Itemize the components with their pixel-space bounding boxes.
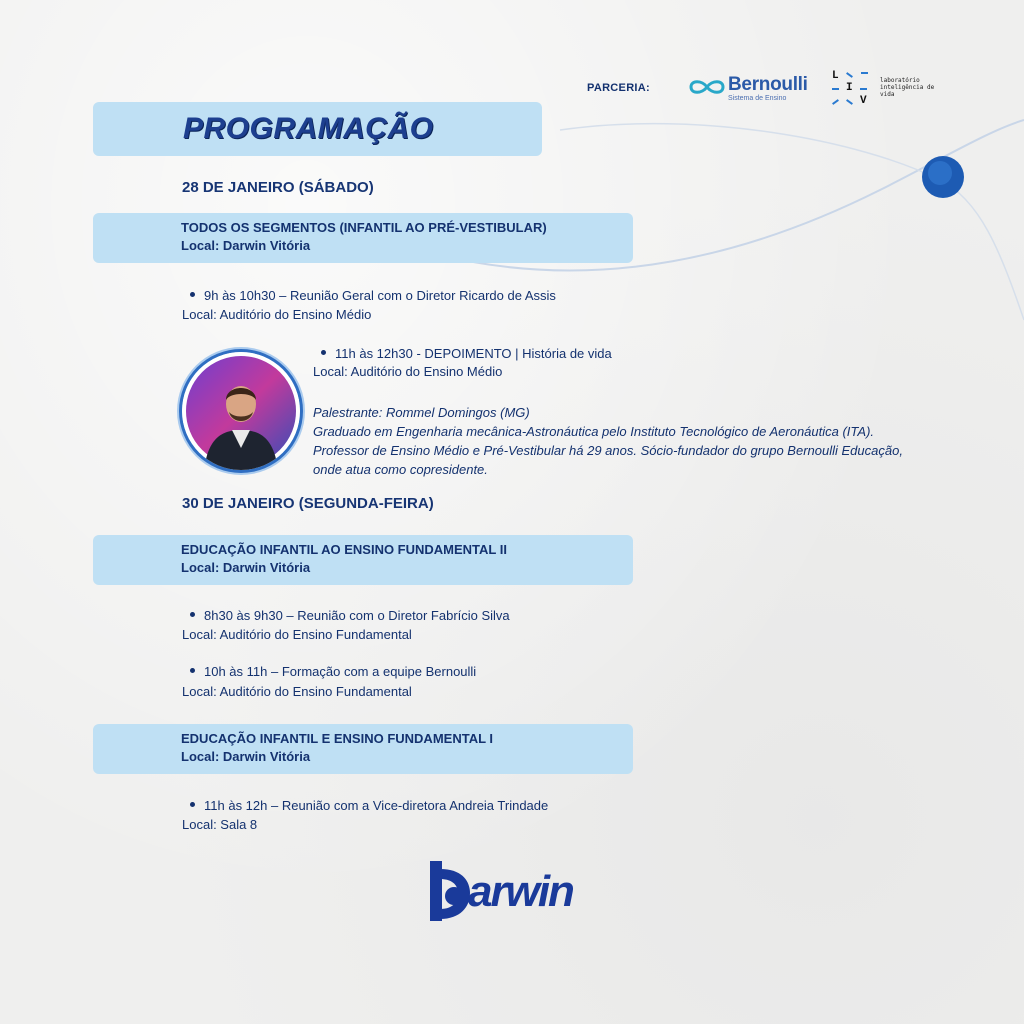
schedule-item-local: Local: Auditório do Ensino Fundamental	[182, 627, 412, 642]
bernoulli-name: Bernoulli	[728, 74, 808, 95]
schedule-item-text: 8h30 às 9h30 – Reunião com o Diretor Fabrício Silva	[204, 608, 510, 623]
schedule-item	[190, 798, 548, 813]
schedule-item	[190, 664, 476, 679]
liv-tick	[846, 72, 853, 78]
title-banner	[93, 102, 542, 156]
segment-local: Local: Darwin Vitória	[181, 560, 311, 575]
speaker-name: Palestrante: Rommel Domingos (MG)	[313, 405, 530, 420]
liv-logo	[830, 70, 874, 108]
segment-banner	[93, 535, 633, 585]
liv-tick	[832, 88, 839, 90]
schedule-item-text: 10h às 11h – Formação com a equipe Bernoulli	[204, 664, 477, 679]
speaker-photo	[182, 352, 300, 470]
bernoulli-logo	[688, 74, 812, 104]
schedule-item-local: Local: Auditório do Ensino Médio	[313, 364, 503, 379]
liv-letter-i: I	[846, 82, 853, 94]
schedule-item	[190, 288, 556, 303]
bullet-icon	[190, 668, 195, 673]
page-title: PROGRAMAÇÃO	[183, 112, 434, 145]
segment-local: Local: Darwin Vitória	[181, 749, 311, 764]
infinity-icon	[688, 78, 726, 96]
segment-banner	[93, 724, 633, 774]
bernoulli-subtitle: Sistema de Ensino	[728, 95, 787, 102]
segment-local: Local: Darwin Vitória	[181, 238, 311, 253]
liv-tick	[860, 88, 867, 90]
schedule-item-text: 9h às 10h30 – Reunião Geral com o Diretor Ricardo de Assis	[204, 288, 556, 303]
day-heading: 28 DE JANEIRO (SÁBADO)	[182, 179, 374, 196]
schedule-item-text: 11h às 12h – Reunião com a Vice-diretora Andreia Trindade	[204, 798, 549, 813]
partnership-label: PARCERIA:	[587, 82, 650, 94]
bullet-icon	[321, 350, 326, 355]
darwin-logo	[430, 857, 600, 929]
segment-banner	[93, 213, 633, 263]
liv-letter-v: V	[860, 95, 867, 107]
schedule-item-local: Local: Auditório do Ensino Médio	[182, 307, 372, 322]
darwin-wordmark: arwin	[468, 867, 573, 916]
bullet-icon	[190, 612, 195, 617]
speaker-info	[313, 403, 913, 479]
schedule-item-text: 11h às 12h30 - DEPOIMENTO | História de vida	[335, 346, 612, 361]
schedule-item-local: Local: Auditório do Ensino Fundamental	[182, 684, 412, 699]
liv-tagline: laboratório inteligência de vida	[880, 77, 935, 98]
schedule-item	[190, 608, 510, 623]
bullet-icon	[190, 802, 195, 807]
speaker-portrait-icon	[182, 352, 300, 470]
segment-title: EDUCAÇÃO INFANTIL E ENSINO FUNDAMENTAL I	[181, 731, 494, 746]
segment-title: TODOS OS SEGMENTOS (INFANTIL AO PRÉ-VESTIBULAR)	[181, 220, 547, 235]
liv-tick	[846, 99, 853, 105]
schedule-item-local: Local: Sala 8	[182, 817, 258, 832]
liv-letter-l: L	[832, 70, 839, 82]
liv-tick	[832, 99, 839, 105]
segment-title: EDUCAÇÃO INFANTIL AO ENSINO FUNDAMENTAL II	[181, 542, 507, 557]
speaker-bio: Graduado em Engenharia mecânica-Astronáutica pelo Instituto Tecnológico de Aeronáutica (ITA). Professor de Ensino Médio e Pré-Vestibular há 29 anos. Sócio-fundador do grupo Bernoulli Educação, onde atua como copresidente.	[313, 424, 903, 477]
liv-tick	[861, 72, 868, 74]
day-heading: 30 DE JANEIRO (SEGUNDA-FEIRA)	[182, 495, 434, 512]
darwin-d-icon	[430, 861, 470, 921]
bullet-icon	[190, 292, 195, 297]
schedule-item	[321, 346, 612, 361]
